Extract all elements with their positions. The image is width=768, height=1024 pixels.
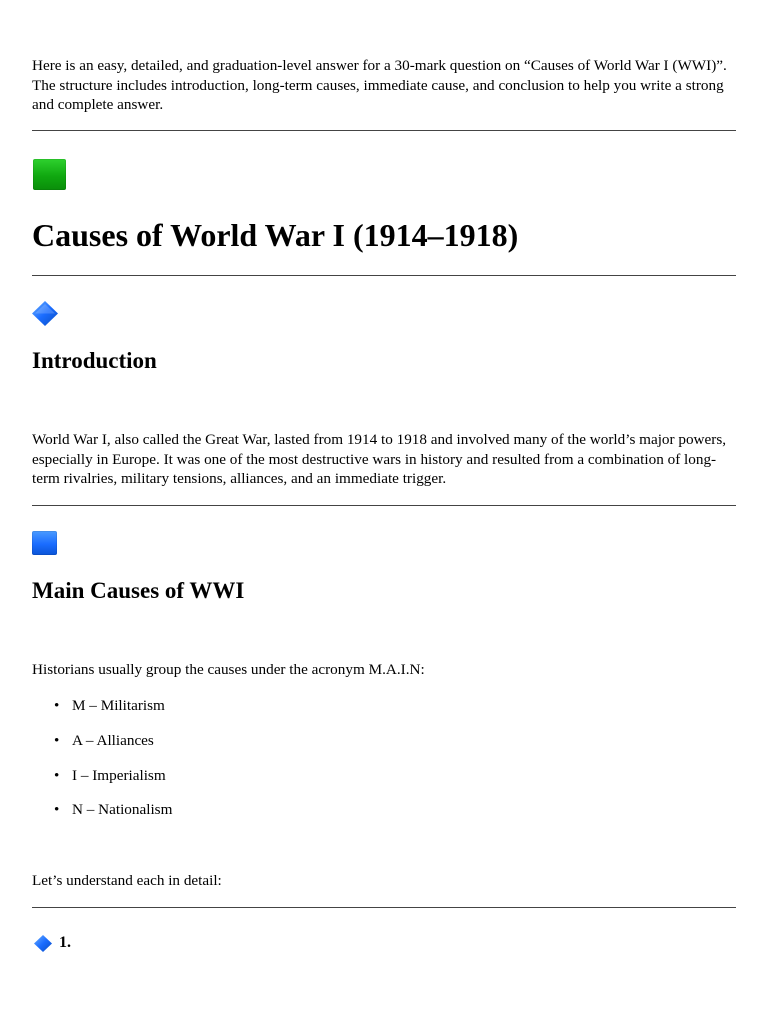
green-square-icon [33, 159, 66, 190]
main-causes-outro: Let’s understand each in detail: [32, 872, 222, 889]
introduction-text: World War I, also called the Great War, lasted from 1914 to 1918 and involved many of the world’s major powers, especially in Europe. It was one of the most destructive wars in history and resulted from a combination of long-term rivalries, military tensions, alliances, and an immediate trigger. [32, 431, 727, 487]
divider [32, 505, 736, 506]
list-item-text: A – Alliances [72, 732, 154, 749]
small-blue-diamond-icon [34, 935, 52, 952]
divider [32, 907, 736, 908]
divider [32, 130, 736, 131]
bullet: • [54, 697, 60, 714]
introduction-heading: Introduction [32, 348, 157, 373]
intro-note: Here is an easy, detailed, and graduation-level answer for a 30-mark question on “Causes of World War I (WWI)”. The structure includes introduction, long-term causes, immediate cause, and conclusion to help you write a strong and complete answer. [32, 57, 727, 113]
list-item-text: M – Militarism [72, 697, 165, 714]
bullet: • [54, 767, 60, 784]
bullet: • [54, 801, 60, 818]
list-item-text: I – Imperialism [72, 767, 166, 784]
main-causes-heading: Main Causes of WWI [32, 578, 245, 603]
blue-square-icon [32, 531, 57, 555]
page-title: Causes of World War I (1914–1918) [32, 217, 519, 253]
main-causes-lead: Historians usually group the causes under the acronym M.A.I.N: [32, 661, 425, 678]
divider [32, 275, 736, 276]
bullet: • [54, 732, 60, 749]
list-item-text: N – Nationalism [72, 801, 173, 818]
large-blue-diamond-icon [32, 301, 58, 326]
cause-number: 1. [59, 934, 71, 951]
